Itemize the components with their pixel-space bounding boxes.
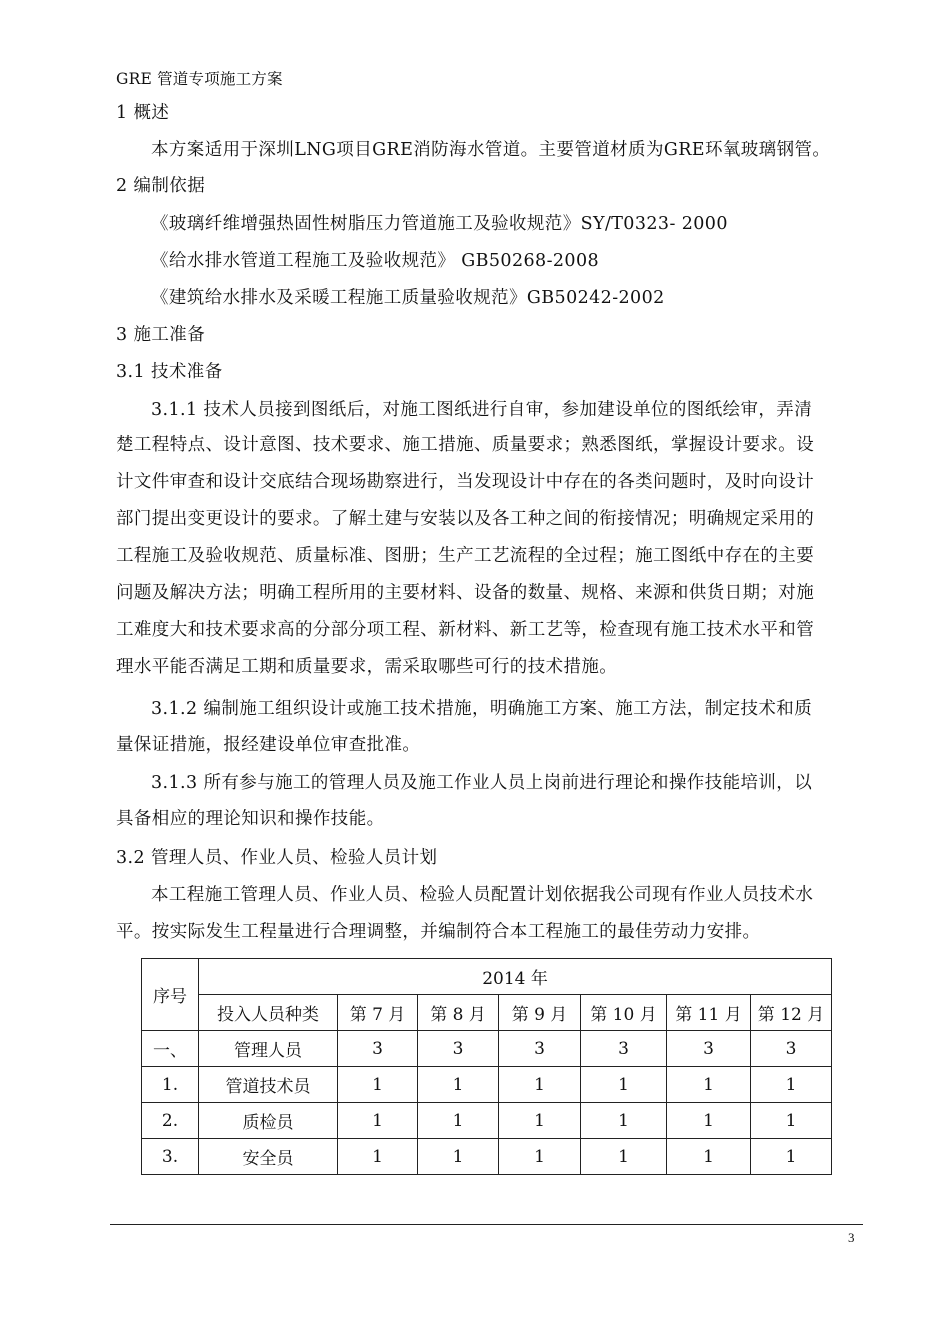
month-header: 第 8 月	[418, 995, 499, 1031]
paragraph-3-1-1-line: 计文件审查和设计交底结合现场勘察进行，当发现设计中存在的各类问题时，及时向设计	[116, 472, 815, 492]
paragraph-3-1-1-line: 3.1.1 技术人员接到图纸后，对施工图纸进行自审，参加建设单位的图纸绘审，弄清	[151, 400, 813, 420]
paragraph-3-2-line: 本工程施工管理人员、作业人员、检验人员配置计划依据我公司现有作业人员技术水	[151, 885, 814, 905]
row-value: 1	[667, 1139, 751, 1175]
paragraph-3-1-1-line: 工程施工及验收规范、质量标准、图册；生产工艺流程的全过程；施工图纸中存在的主要	[116, 546, 815, 566]
paragraph-3-1-2-line: 量保证措施，报经建设单位审查批准。	[116, 735, 421, 755]
reference-2: 《给水排水管道工程施工及验收规范》 GB50268-2008	[151, 251, 600, 271]
table-row	[142, 1103, 832, 1139]
type-header: 投入人员种类	[199, 995, 338, 1031]
seq-header: 序号	[142, 959, 199, 1031]
row-value: 3	[581, 1031, 667, 1067]
row-value: 1	[338, 1067, 418, 1103]
section-3-2-heading: 3.2 管理人员、作业人员、检验人员计划	[116, 848, 438, 868]
section-1-body: 本方案适用于深圳LNG项目GRE消防海水管道。主要管道材质为GRE环氧玻璃钢管。	[151, 140, 831, 160]
table-row	[142, 1139, 832, 1175]
section-1-heading: 1 概述	[116, 103, 170, 123]
paragraph-3-1-2-line: 3.1.2 编制施工组织设计或施工技术措施，明确施工方案、施工方法，制定技术和质	[151, 699, 813, 719]
row-value: 3	[499, 1031, 581, 1067]
row-value: 1	[581, 1139, 667, 1175]
page-number: 3	[848, 1230, 855, 1245]
row-value: 1	[751, 1103, 832, 1139]
table-header-row	[142, 959, 832, 995]
table-row	[142, 1067, 832, 1103]
month-header: 第 11 月	[667, 995, 751, 1031]
row-value: 1	[418, 1139, 499, 1175]
row-value: 1	[751, 1139, 832, 1175]
paragraph-3-1-3-line: 3.1.3 所有参与施工的管理人员及施工作业人员上岗前进行理论和操作技能培训，以	[151, 773, 813, 793]
paragraph-3-1-1-line: 理水平能否满足工期和质量要求，需采取哪些可行的技术措施。	[116, 657, 618, 677]
row-seq: 2.	[142, 1103, 199, 1139]
month-header: 第 9 月	[499, 995, 581, 1031]
paragraph-3-1-1-line: 楚工程特点、设计意图、技术要求、施工措施、质量要求；熟悉图纸，掌握设计要求。设	[116, 435, 815, 455]
row-value: 3	[667, 1031, 751, 1067]
row-type: 管理人员	[199, 1031, 338, 1067]
row-value: 1	[499, 1103, 581, 1139]
reference-1: 《玻璃纤维增强热固性树脂压力管道施工及验收规范》SY/T0323- 2000	[151, 214, 728, 234]
document-title: GRE 管道专项施工方案	[116, 70, 283, 88]
row-value: 1	[338, 1103, 418, 1139]
month-header: 第 10 月	[581, 995, 667, 1031]
month-header: 第 7 月	[338, 995, 418, 1031]
row-seq: 一、	[142, 1031, 199, 1067]
row-seq: 3.	[142, 1139, 199, 1175]
row-type: 质检员	[199, 1103, 338, 1139]
row-value: 1	[499, 1139, 581, 1175]
row-value: 3	[418, 1031, 499, 1067]
row-value: 1	[581, 1103, 667, 1139]
section-3-heading: 3 施工准备	[116, 325, 206, 345]
row-value: 1	[418, 1067, 499, 1103]
paragraph-3-1-3-line: 具备相应的理论知识和操作技能。	[116, 809, 385, 829]
row-type: 安全员	[199, 1139, 338, 1175]
row-value: 3	[338, 1031, 418, 1067]
row-value: 1	[751, 1067, 832, 1103]
row-value: 1	[667, 1067, 751, 1103]
section-2-heading: 2 编制依据	[116, 176, 206, 196]
row-value: 3	[751, 1031, 832, 1067]
staffing-plan-table	[141, 958, 832, 1175]
row-value: 1	[499, 1067, 581, 1103]
section-3-1-heading: 3.1 技术准备	[116, 362, 223, 382]
row-type: 管道技术员	[199, 1067, 338, 1103]
year-header: 2014 年	[199, 959, 832, 995]
paragraph-3-2-line: 平。按实际发生工程量进行合理调整，并编制符合本工程施工的最佳劳动力安排。	[116, 922, 761, 942]
month-header: 第 12 月	[751, 995, 832, 1031]
table-row	[142, 1031, 832, 1067]
table-subheader-row	[142, 995, 832, 1031]
footer-divider	[110, 1224, 863, 1225]
row-value: 1	[418, 1103, 499, 1139]
row-value: 1	[581, 1067, 667, 1103]
paragraph-3-1-1-line: 问题及解决方法；明确工程所用的主要材料、设备的数量、规格、来源和供货日期；对施	[116, 583, 815, 603]
paragraph-3-1-1-line: 工难度大和技术要求高的分部分项工程、新材料、新工艺等，检查现有施工技术水平和管	[116, 620, 815, 640]
paragraph-3-1-1-line: 部门提出变更设计的要求。了解土建与安装以及各工种之间的衔接情况；明确规定采用的	[116, 509, 815, 529]
reference-3: 《建筑给水排水及采暖工程施工质量验收规范》GB50242-2002	[151, 288, 665, 308]
row-value: 1	[338, 1139, 418, 1175]
row-seq: 1.	[142, 1067, 199, 1103]
row-value: 1	[667, 1103, 751, 1139]
